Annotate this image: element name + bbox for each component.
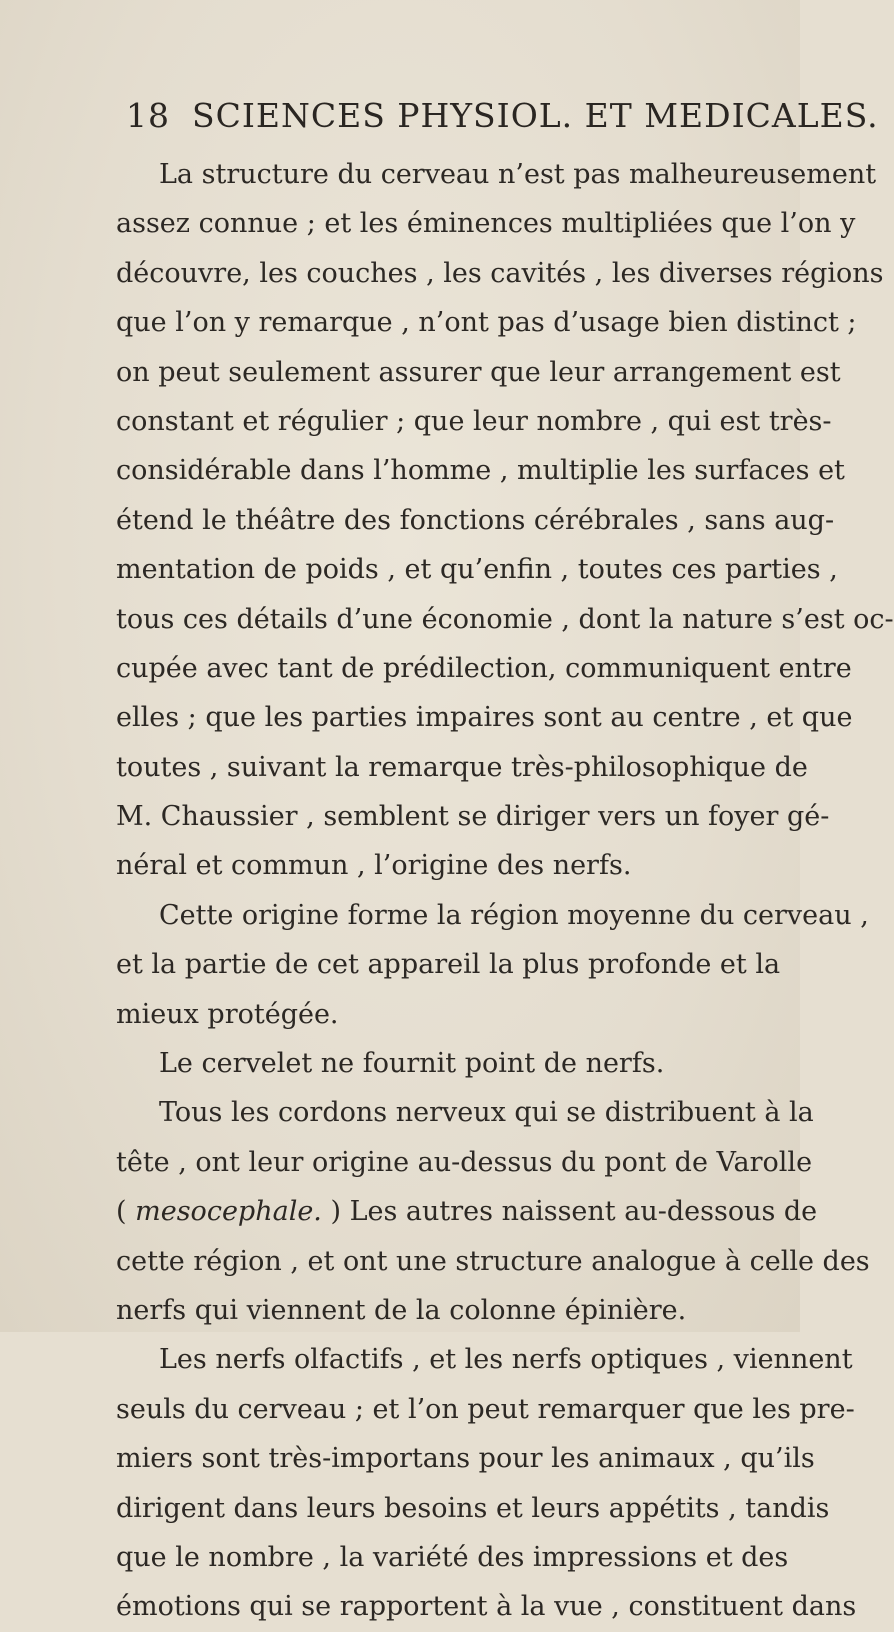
text-line: seuls du cerveau ; et l’on peut remarquer que les pre- [116, 1393, 855, 1425]
text-line: et la partie de cet appareil la plus profonde et la [116, 949, 781, 981]
text-line: dirigent dans leurs besoins et leurs appétits , tandis [116, 1492, 830, 1524]
text-line: néral et commun , l’origine des nerfs. [116, 850, 632, 882]
text-line: cette région , et ont une structure analogue à celle des [116, 1245, 870, 1277]
text-line: nerfs qui viennent de la colonne épinière. [116, 1294, 687, 1326]
text-line: Le cervelet ne fournit point de nerfs. [159, 1048, 665, 1080]
text-line: on peut seulement assurer que leur arrangement est [116, 356, 841, 388]
text-line: toutes , suivant la remarque très-philosophique de [116, 751, 808, 783]
text-line: que le nombre , la variété des impressions et des [116, 1541, 789, 1573]
text-line: M. Chaussier , semblent se diriger vers un foyer gé- [116, 801, 830, 833]
text-line: mieux protégée. [116, 998, 339, 1030]
text-line: étend le théâtre des fonctions cérébrales , sans aug- [116, 504, 835, 536]
text-line: tête , ont leur origine au-dessus du pont de Varolle [116, 1146, 813, 1178]
paren-open: ( [116, 1196, 136, 1228]
text-line: constant et régulier ; que leur nombre , qui est très- [116, 405, 832, 437]
text-line: que l’on y remarque , n’ont pas d’usage bien distinct ; [116, 307, 857, 339]
text-line: miers sont très-importans pour les animaux , qu’ils [116, 1443, 815, 1475]
text-line: assez connue ; et les éminences multipliées que l’on y [116, 208, 856, 240]
text-line: tous ces détails d’une économie , dont la nature s’est oc- [116, 603, 894, 635]
text-line [116, 1187, 818, 1236]
running-head [126, 96, 879, 135]
body-text [116, 150, 894, 1632]
text-line: mentation de poids , et qu’enfin , toutes ces parties , [116, 554, 838, 586]
text-line: émotions qui se rapportent à la vue , constituent dans [116, 1591, 857, 1623]
line-rest: ) Les autres naissent au-dessous de [321, 1196, 818, 1228]
text-line: Les nerfs olfactifs , et les nerfs optiques , viennent [159, 1344, 853, 1376]
text-line: cupée avec tant de prédilection, communiquent entre [116, 652, 852, 684]
text-line: considérable dans l’homme , multiplie les surfaces et [116, 455, 845, 487]
page-number: 18 [126, 96, 170, 135]
text-line: découvre, les couches , les cavités , les diverses régions [116, 257, 884, 289]
italic-term: mesocephale. [135, 1196, 322, 1228]
text-line: Tous les cordons nerveux qui se distribuent à la [159, 1097, 814, 1129]
text-line: Cette origine forme la région moyenne du cerveau , [159, 899, 869, 931]
running-title: SCIENCES PHYSIOL. ET MEDICALES. [192, 96, 879, 135]
text-line: elles ; que les parties impaires sont au centre , et que [116, 702, 853, 734]
text-line: La structure du cerveau n’est pas malheureusement [159, 159, 877, 190]
